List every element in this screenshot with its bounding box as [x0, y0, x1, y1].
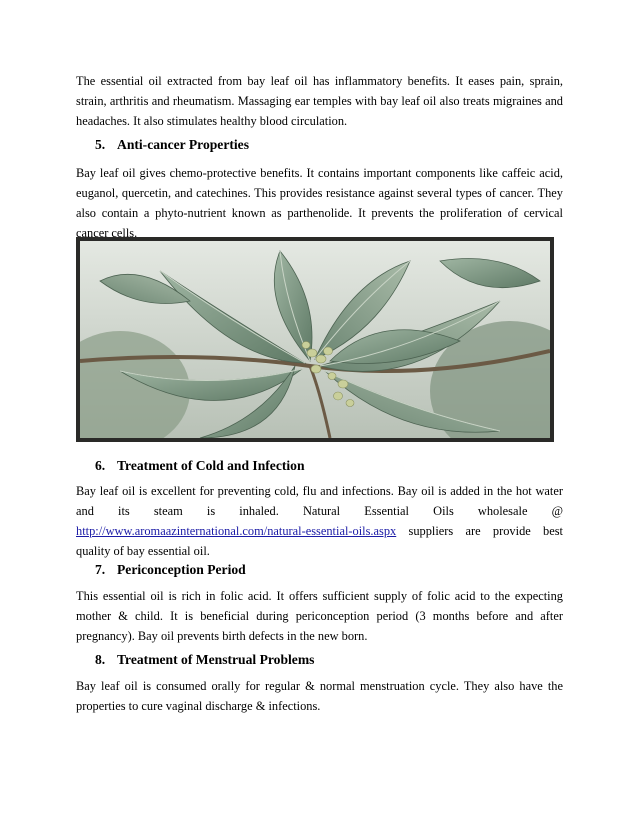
heading-anti-cancer: [95, 136, 249, 154]
cold-infection-text-before: Bay leaf oil is excellent for preventing cold, flu and infections. Bay oil is added in the hot water and its steam is inhaled. Natural Essential Oils wholesale @: [76, 484, 563, 518]
heading-title: Periconception Period: [117, 562, 246, 577]
cold-infection-paragraph: [76, 481, 563, 561]
periconception-paragraph: This essential oil is rich in folic acid. It offers sufficient supply of folic acid to the expecting mother & child. It is beneficial during periconception period (3 months before and after pregnancy). Bay oil prevents birth defects in the new born.: [76, 589, 563, 643]
heading-cold-infection: [95, 457, 305, 475]
heading-title: Treatment of Menstrual Problems: [117, 652, 315, 667]
menstrual-paragraph: Bay leaf oil is consumed orally for regular & normal menstruation cycle. They also have the properties to cure vaginal discharge & infections.: [76, 679, 563, 713]
heading-title: Treatment of Cold and Infection: [117, 458, 305, 473]
heading-number: 8.: [95, 652, 106, 667]
bay-leaf-illustration: [80, 241, 550, 438]
heading-number: 7.: [95, 562, 106, 577]
heading-number: 6.: [95, 458, 106, 473]
heading-periconception: [95, 561, 246, 579]
bay-leaf-photo: [76, 237, 554, 442]
anti-cancer-paragraph: Bay leaf oil gives chemo-protective benefits. It contains important components like caffeic acid, euganol, quercetin, and catechines. This provides resistance against several types of cancer. They also contain a phyto-nutrient known as parthenolide. It prevents the proliferation of cervical cancer cells.: [76, 166, 563, 240]
intro-paragraph: The essential oil extracted from bay leaf oil has inflammatory benefits. It eases pain, sprain, strain, arthritis and rheumatism. Massaging ear temples with bay leaf oil also treats migraines and headaches. It also stimulates healthy blood circulation.: [76, 74, 563, 128]
heading-title: Anti-cancer Properties: [117, 137, 249, 152]
aroma-international-link[interactable]: http://www.aromaazinternational.com/natural-essential-oils.aspx: [76, 524, 397, 538]
heading-menstrual: [95, 651, 314, 669]
cold-infection-text-after: suppliers are provide best quality of bay essential oil.: [76, 524, 563, 558]
heading-number: 5.: [95, 137, 106, 152]
